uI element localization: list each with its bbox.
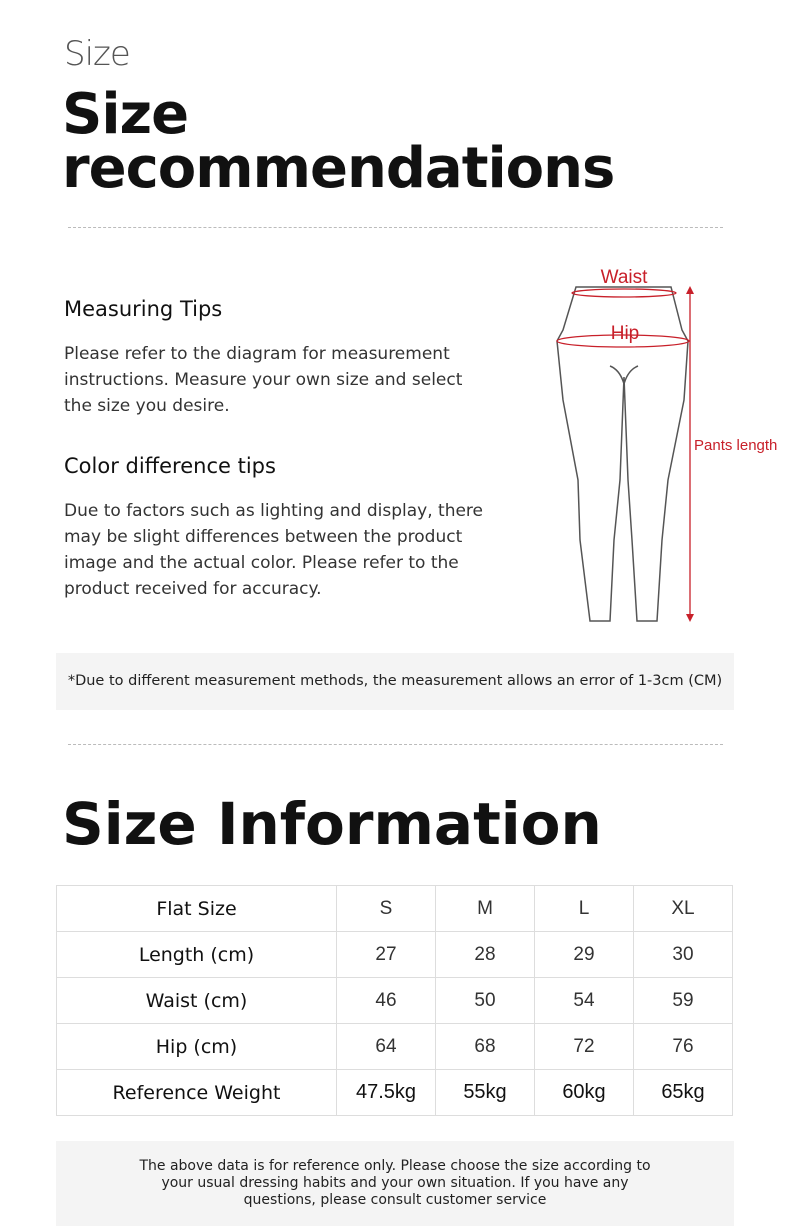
table-row (57, 1024, 733, 1070)
size-table (56, 885, 733, 1116)
header-cell: L (535, 886, 634, 932)
table-row (57, 978, 733, 1024)
arrow-up-icon (686, 286, 694, 294)
table-row (57, 932, 733, 978)
row-label: Waist (cm) (57, 978, 337, 1024)
cell: 60kg (535, 1070, 634, 1116)
header-cell: Flat Size (57, 886, 337, 932)
cell: 54 (535, 978, 634, 1024)
color-tips-title: Color difference tips (64, 454, 276, 478)
row-label: Hip (cm) (57, 1024, 337, 1070)
row-label: Length (cm) (57, 932, 337, 978)
cell: 59 (634, 978, 733, 1024)
cell: 64 (337, 1024, 436, 1070)
title-line-1: Size (62, 82, 189, 147)
table-header-row (57, 886, 733, 932)
cell: 29 (535, 932, 634, 978)
cell: 28 (436, 932, 535, 978)
cell: 68 (436, 1024, 535, 1070)
hip-label: Hip (610, 323, 640, 344)
color-tips-text: Due to factors such as lighting and display, there may be slight differences between the product image and the actual color. Please refer to the product received for accuracy. (64, 501, 483, 599)
table-row (57, 1070, 733, 1116)
cell: 46 (337, 978, 436, 1024)
cell: 50 (436, 978, 535, 1024)
header-cell: M (436, 886, 535, 932)
waist-measure-line (572, 289, 676, 297)
title-line-2: recommendations (62, 136, 615, 201)
cell: 72 (535, 1024, 634, 1070)
measuring-tips-title: Measuring Tips (64, 297, 223, 321)
cell: 65kg (634, 1070, 733, 1116)
length-label: Pants length (694, 437, 778, 454)
header-cell: S (337, 886, 436, 932)
arrow-down-icon (686, 614, 694, 622)
header-cell: XL (634, 886, 733, 932)
section-eyebrow: Size (64, 34, 130, 74)
waist-label: Waist (600, 267, 648, 288)
footer-note: The above data is for reference only. Please choose the size according to your usual dressing habits and your own situation. If you have any questions, please consult customer service (56, 1141, 734, 1226)
divider (68, 744, 723, 745)
size-info-title: Size Information (62, 790, 602, 858)
cell: 76 (634, 1024, 733, 1070)
error-note: *Due to different measurement methods, the measurement allows an error of 1-3cm (CM) (56, 653, 734, 710)
row-label: Reference Weight (57, 1070, 337, 1116)
measuring-tips-text: Please refer to the diagram for measurement instructions. Measure your own size and select the size you desire. (64, 344, 463, 416)
cell: 55kg (436, 1070, 535, 1116)
cell: 27 (337, 932, 436, 978)
cell: 30 (634, 932, 733, 978)
cell: 47.5kg (337, 1070, 436, 1116)
